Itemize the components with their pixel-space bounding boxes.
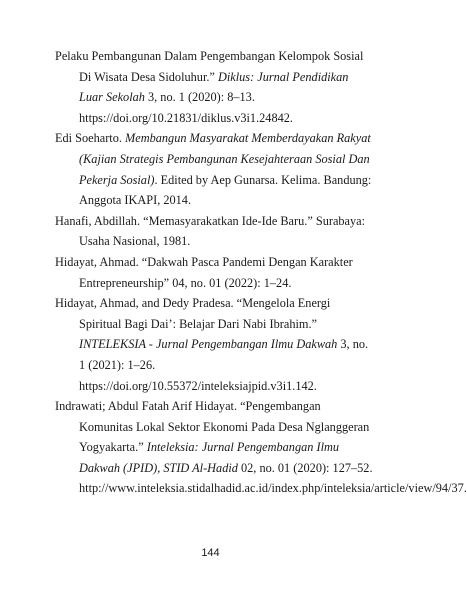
reference-author: Edi Soeharto. xyxy=(55,131,126,146)
reference-list xyxy=(55,46,467,499)
reference-text: 02, no. 01 (2020): 127–52. http://www.inteleksia.stidalhadid.ac.id/index.php/inteleksia/article/view/94/37. xyxy=(79,460,467,496)
reference-journal-title: INTELEKSIA - Jurnal Pengembangan Ilmu Dakwah xyxy=(79,337,338,352)
reference-journal-title: Diklus: Jurnal Pendidikan Luar Sekolah xyxy=(79,69,349,105)
reference-entry xyxy=(55,252,373,293)
page-number: 144 xyxy=(201,547,220,559)
reference-entry xyxy=(55,46,373,128)
reference-text: 3, no. 1 (2021): 1–26. https://doi.org/10.55372/inteleksiajpid.v3i1.142. xyxy=(79,337,369,393)
reference-text: Pelaku Pembangunan Dalam Pengembangan Kelompok Sosial Di Wisata Desa Sidoluhur.” xyxy=(55,49,364,84)
reference-text: Hidayat, Ahmad. “Dakwah Pasca Pandemi Dengan Karakter Entrepreneurship” 04, no. 01 (2022): 1–24. xyxy=(55,254,353,290)
reference-text: 3, no. 1 (2020): 8–13. https://doi.org/10.21831/diklus.v3i1.24842. xyxy=(79,90,293,125)
reference-entry xyxy=(55,396,467,499)
reference-book-title: Membangun Masyarakat Memberdayakan Rakyat (Kajian Strategis Pembangunan Kesejahteraan Sosial Dan Pekerja Sosial) xyxy=(79,131,371,187)
reference-text: . Edited by Aep Gunarsa. Kelima. Bandung: Anggota IKAPI, 2014. xyxy=(79,172,372,208)
reference-entry xyxy=(55,211,373,252)
reference-text: Hanafi, Abdillah. “Memasyarakatkan Ide-Ide Baru.” Surabaya: Usaha Nasional, 1981. xyxy=(55,213,366,249)
reference-entry xyxy=(55,293,373,396)
reference-entry xyxy=(55,128,373,210)
reference-text: Indrawati; Abdul Fatah Arif Hidayat. “Pengembangan Komunitas Lokal Sektor Ekonomi Pada Desa Nglanggeran Yogyakarta.” xyxy=(55,399,370,455)
reference-text: Hidayat, Ahmad, and Dedy Pradesa. “Mengelola Energi Spiritual Bagi Dai’: Belajar Dari Nabi Ibrahim.” xyxy=(55,296,331,331)
reference-journal-title: Inteleksia: Jurnal Pengembangan Ilmu Dakwah (JPID), STID Al-Hadid xyxy=(79,440,340,475)
